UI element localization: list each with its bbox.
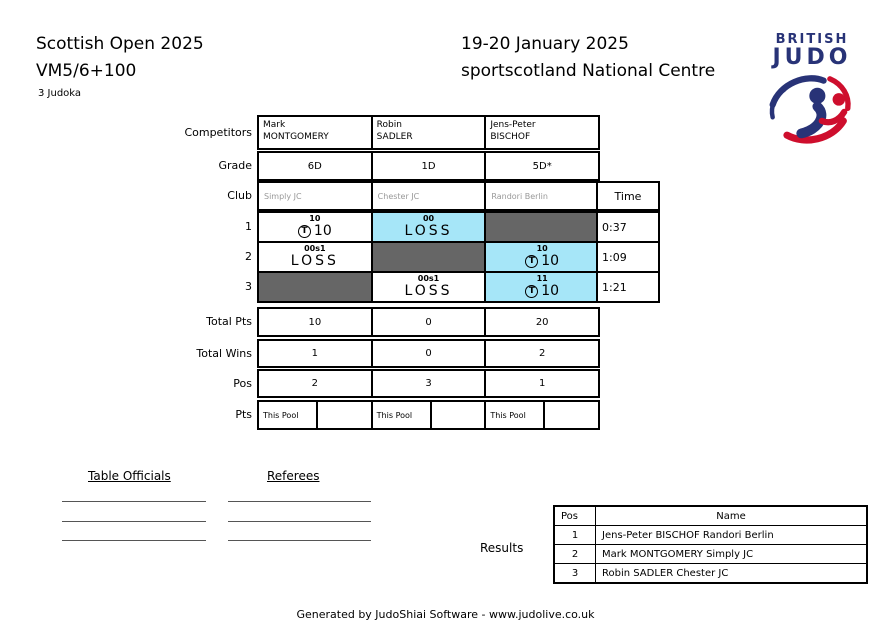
pts-cell xyxy=(371,402,485,428)
row-label-match-3: 3 xyxy=(245,280,252,293)
signature-line xyxy=(228,521,371,522)
competitor-last-name: SADLER xyxy=(376,132,413,142)
results-pos: 1 xyxy=(554,526,596,545)
match-time: 0:37 xyxy=(596,211,660,243)
pos-cell: 2 xyxy=(311,378,319,389)
logo-text-judo: JUDO xyxy=(772,45,852,70)
match-cell xyxy=(371,213,485,241)
match-result: T 10 xyxy=(259,223,371,239)
competitor-last-name: MONTGOMERY xyxy=(263,132,329,142)
total-wins-row xyxy=(257,339,600,368)
grade-cell: 6D xyxy=(307,160,322,172)
row-label-pts: Pts xyxy=(235,408,252,421)
competitor-first-name: Mark xyxy=(263,120,286,130)
judoka-count: 3 Judoka xyxy=(38,88,82,99)
match-cell xyxy=(371,273,485,301)
match-cell-blocked xyxy=(259,273,371,301)
match-result: LOSS xyxy=(290,253,339,269)
row-label-pos: Pos xyxy=(233,377,252,390)
total-wins-cell: 2 xyxy=(484,341,598,366)
match-time: 1:09 xyxy=(596,241,660,273)
results-header-row xyxy=(554,506,867,526)
match-cell-blocked xyxy=(371,243,485,271)
grade-cell: 5D* xyxy=(484,153,598,179)
pts-value-empty xyxy=(545,402,598,428)
match-cell-blocked xyxy=(484,213,598,241)
pos-row xyxy=(257,369,600,398)
total-wins-cell: 0 xyxy=(371,341,485,366)
pts-cell xyxy=(259,402,371,428)
club-cell: Simply JC xyxy=(264,191,302,201)
circled-t-icon: T xyxy=(525,285,538,298)
row-label-total-wins: Total Wins xyxy=(196,347,252,360)
this-pool-label: This Pool xyxy=(259,402,318,428)
generator-credit: Generated by JudoShiai Software - www.judolive.co.uk xyxy=(296,608,595,621)
pts-cell xyxy=(484,402,598,428)
match-time: 1:21 xyxy=(596,271,660,303)
judo-figure-icon xyxy=(766,69,858,145)
results-name: Jens-Peter BISCHOF Randori Berlin xyxy=(596,526,868,545)
match-result: T 10 xyxy=(486,283,598,299)
results-label: Results xyxy=(480,541,524,555)
match-row-1 xyxy=(257,211,600,243)
match-result: T 10 xyxy=(486,253,598,269)
club-cell: Chester JC xyxy=(371,183,485,209)
referees-heading: Referees xyxy=(267,469,320,483)
match-row-2 xyxy=(257,241,600,273)
match-score-code: 10 xyxy=(309,214,321,223)
match-score-code: 00 xyxy=(422,214,435,223)
results-pos-header: Pos xyxy=(554,506,596,526)
competitor-last-name: BISCHOF xyxy=(490,132,531,142)
signature-line xyxy=(62,521,206,522)
match-cell xyxy=(259,213,371,241)
competitor-first-name: Robin xyxy=(376,120,402,130)
time-column-header: Time xyxy=(596,181,660,211)
pos-cell: 3 xyxy=(371,371,485,396)
results-name: Robin SADLER Chester JC xyxy=(596,564,868,584)
row-label-match-2: 2 xyxy=(245,250,252,263)
total-pts-row xyxy=(257,307,600,337)
row-label-competitors: Competitors xyxy=(184,126,252,139)
circled-t-icon: T xyxy=(525,255,538,268)
signature-line xyxy=(228,501,371,502)
match-score-code: 11 xyxy=(536,274,548,283)
match-score-code: 00s1 xyxy=(304,244,326,253)
total-wins-cell: 1 xyxy=(311,348,319,359)
results-name-header: Name xyxy=(596,506,868,526)
match-cell xyxy=(484,243,598,271)
competitor-first-name: Jens-Peter xyxy=(490,120,536,130)
grade-row xyxy=(257,151,600,181)
row-label-club: Club xyxy=(227,189,252,202)
results-row xyxy=(554,526,867,545)
row-label-total-pts: Total Pts xyxy=(206,315,252,328)
competitors-row xyxy=(257,115,600,150)
results-pos: 2 xyxy=(554,545,596,564)
total-pts-cell: 20 xyxy=(484,309,598,335)
competitor-name-cell xyxy=(371,117,485,148)
competitor-name-cell xyxy=(484,117,598,148)
weight-category: VM5/6+100 xyxy=(36,61,137,81)
match-score-code: 10 xyxy=(536,244,548,253)
match-row-3 xyxy=(257,271,600,303)
match-result: LOSS xyxy=(404,223,453,239)
british-judo-logo xyxy=(762,33,862,149)
grade-cell: 1D xyxy=(371,153,485,179)
results-table xyxy=(553,505,868,584)
match-cell xyxy=(484,273,598,301)
event-venue: sportscotland National Centre xyxy=(461,61,716,81)
results-pos: 3 xyxy=(554,564,596,584)
match-result: LOSS xyxy=(404,283,453,299)
total-pts-cell: 10 xyxy=(308,316,322,328)
logo-text-british: BRITISH xyxy=(775,32,849,47)
this-pool-label: This Pool xyxy=(486,402,545,428)
row-label-grade: Grade xyxy=(218,159,252,172)
match-score-code: 00s1 xyxy=(417,274,440,283)
results-row xyxy=(554,545,867,564)
pts-value-empty xyxy=(432,402,485,428)
this-pool-label: This Pool xyxy=(373,402,432,428)
total-pts-cell: 0 xyxy=(371,309,485,335)
competitor-name-cell xyxy=(259,117,371,148)
pts-value-empty xyxy=(318,402,371,428)
table-officials-heading: Table Officials xyxy=(88,469,171,483)
results-name: Mark MONTGOMERY Simply JC xyxy=(596,545,868,564)
event-date: 19-20 January 2025 xyxy=(461,34,629,54)
event-title: Scottish Open 2025 xyxy=(36,34,204,54)
club-row xyxy=(257,181,600,211)
pos-cell: 1 xyxy=(484,371,598,396)
signature-line xyxy=(62,501,206,502)
row-label-match-1: 1 xyxy=(245,220,252,233)
circled-t-icon: T xyxy=(298,225,311,238)
results-row xyxy=(554,564,867,584)
signature-line xyxy=(228,540,371,541)
match-cell xyxy=(259,243,371,271)
signature-line xyxy=(62,540,206,541)
pts-row xyxy=(257,400,600,430)
club-cell: Randori Berlin xyxy=(484,183,598,209)
